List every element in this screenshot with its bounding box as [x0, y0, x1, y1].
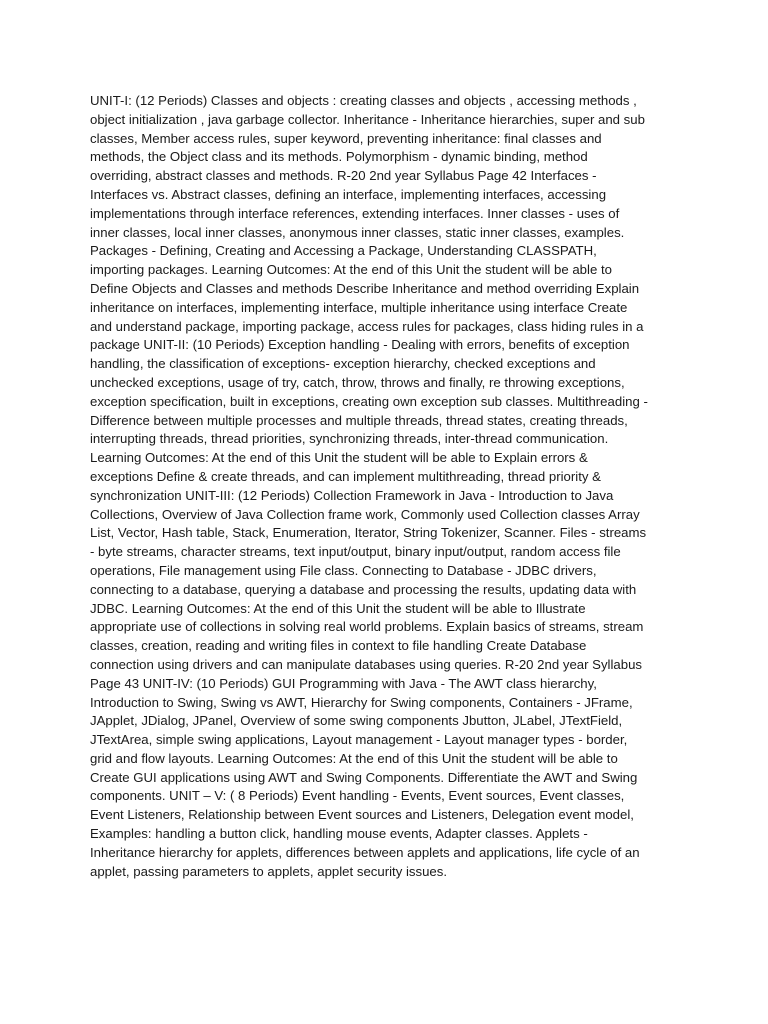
syllabus-body-text: UNIT-I: (12 Periods) Classes and objects : creating classes and objects , accessing methods , object initialization , java garbage collector. Inheritance - Inheritance hierarchies, super and sub classes, Member access rules, super keyword, preventing inheritance: final classes and methods, the Object class and its methods. Polymorphism - dynamic binding, method overriding, abstract classes and methods. R-20 2nd year Syllabus Page 42 Interfaces - Interfaces vs. Abstract classes, defining an interface, implementing interfaces, accessing implementations through interface references, extending interfaces. Inner classes - uses of inner classes, local inner classes, anonymous inner classes, static inner classes, examples. Packages - Defining, Creating and Accessing a Package, Understanding CLASSPATH, importing packages. Learning Outcomes: At the end of this Unit the student will be able to Define Objects and Classes and methods Describe Inheritance and method overriding Explain inheritance on interfaces, implementing interface, multiple inheritance using interface Create and understand package, importing package, access rules for packages, class hiding rules in a package UNIT-II: (10 Periods) Exception handling - Dealing with errors, benefits of exception handling, the classification of exceptions- exception hierarchy, checked exceptions and unchecked exceptions, usage of try, catch, throw, throws and finally, re throwing exceptions, exception specification, built in exceptions, creating own exception sub classes. Multithreading - Difference between multiple processes and multiple threads, thread states, creating threads, interrupting threads, thread priorities, synchronizing threads, inter-thread communication. Learning Outcomes: At the end of this Unit the student will be able to Explain errors & exceptions Define & create threads, and can implement multithreading, thread priority & synchronization UNIT-III: (12 Periods) Collection Framework in Java - Introduction to Java Collections, Overview of Java Collection frame work, Commonly used Collection classes Array List, Vector, Hash table, Stack, Enumeration, Iterator, String Tokenizer, Scanner. Files - streams - byte streams, character streams, text input/output, binary input/output, random access file operations, File management using File class. Connecting to Database - JDBC drivers, connecting to a database, querying a database and processing the results, updating data with JDBC. Learning Outcomes: At the end of this Unit the student will be able to Illustrate appropriate use of collections in solving real world problems. Explain basics of streams, stream classes, creation, reading and writing files in context to file handling Create Database connection using drivers and can manipulate databases using queries. R-20 2nd year Syllabus Page 43 UNIT-IV: (10 Periods) GUI Programming with Java - The AWT class hierarchy, Introduction to Swing, Swing vs AWT, Hierarchy for Swing components, Containers - JFrame, JApplet, JDialog, JPanel, Overview of some swing components Jbutton, JLabel, JTextField, JTextArea, simple swing applications, Layout management - Layout manager types - border, grid and flow layouts. Learning Outcomes: At the end of this Unit the student will be able to Create GUI applications using AWT and Swing Components. Differentiate the AWT and Swing components. UNIT – V: ( 8 Periods) Event handling - Events, Event sources, Event classes, Event Listeners, Relationship between Event sources and Listeners, Delegation event model, Examples: handling a button click, handling mouse events, Adapter classes. Applets - Inheritance hierarchy for applets, differences between applets and applications, life cycle of an applet, passing parameters to applets, applet security issues. — [90, 93, 648, 879]
